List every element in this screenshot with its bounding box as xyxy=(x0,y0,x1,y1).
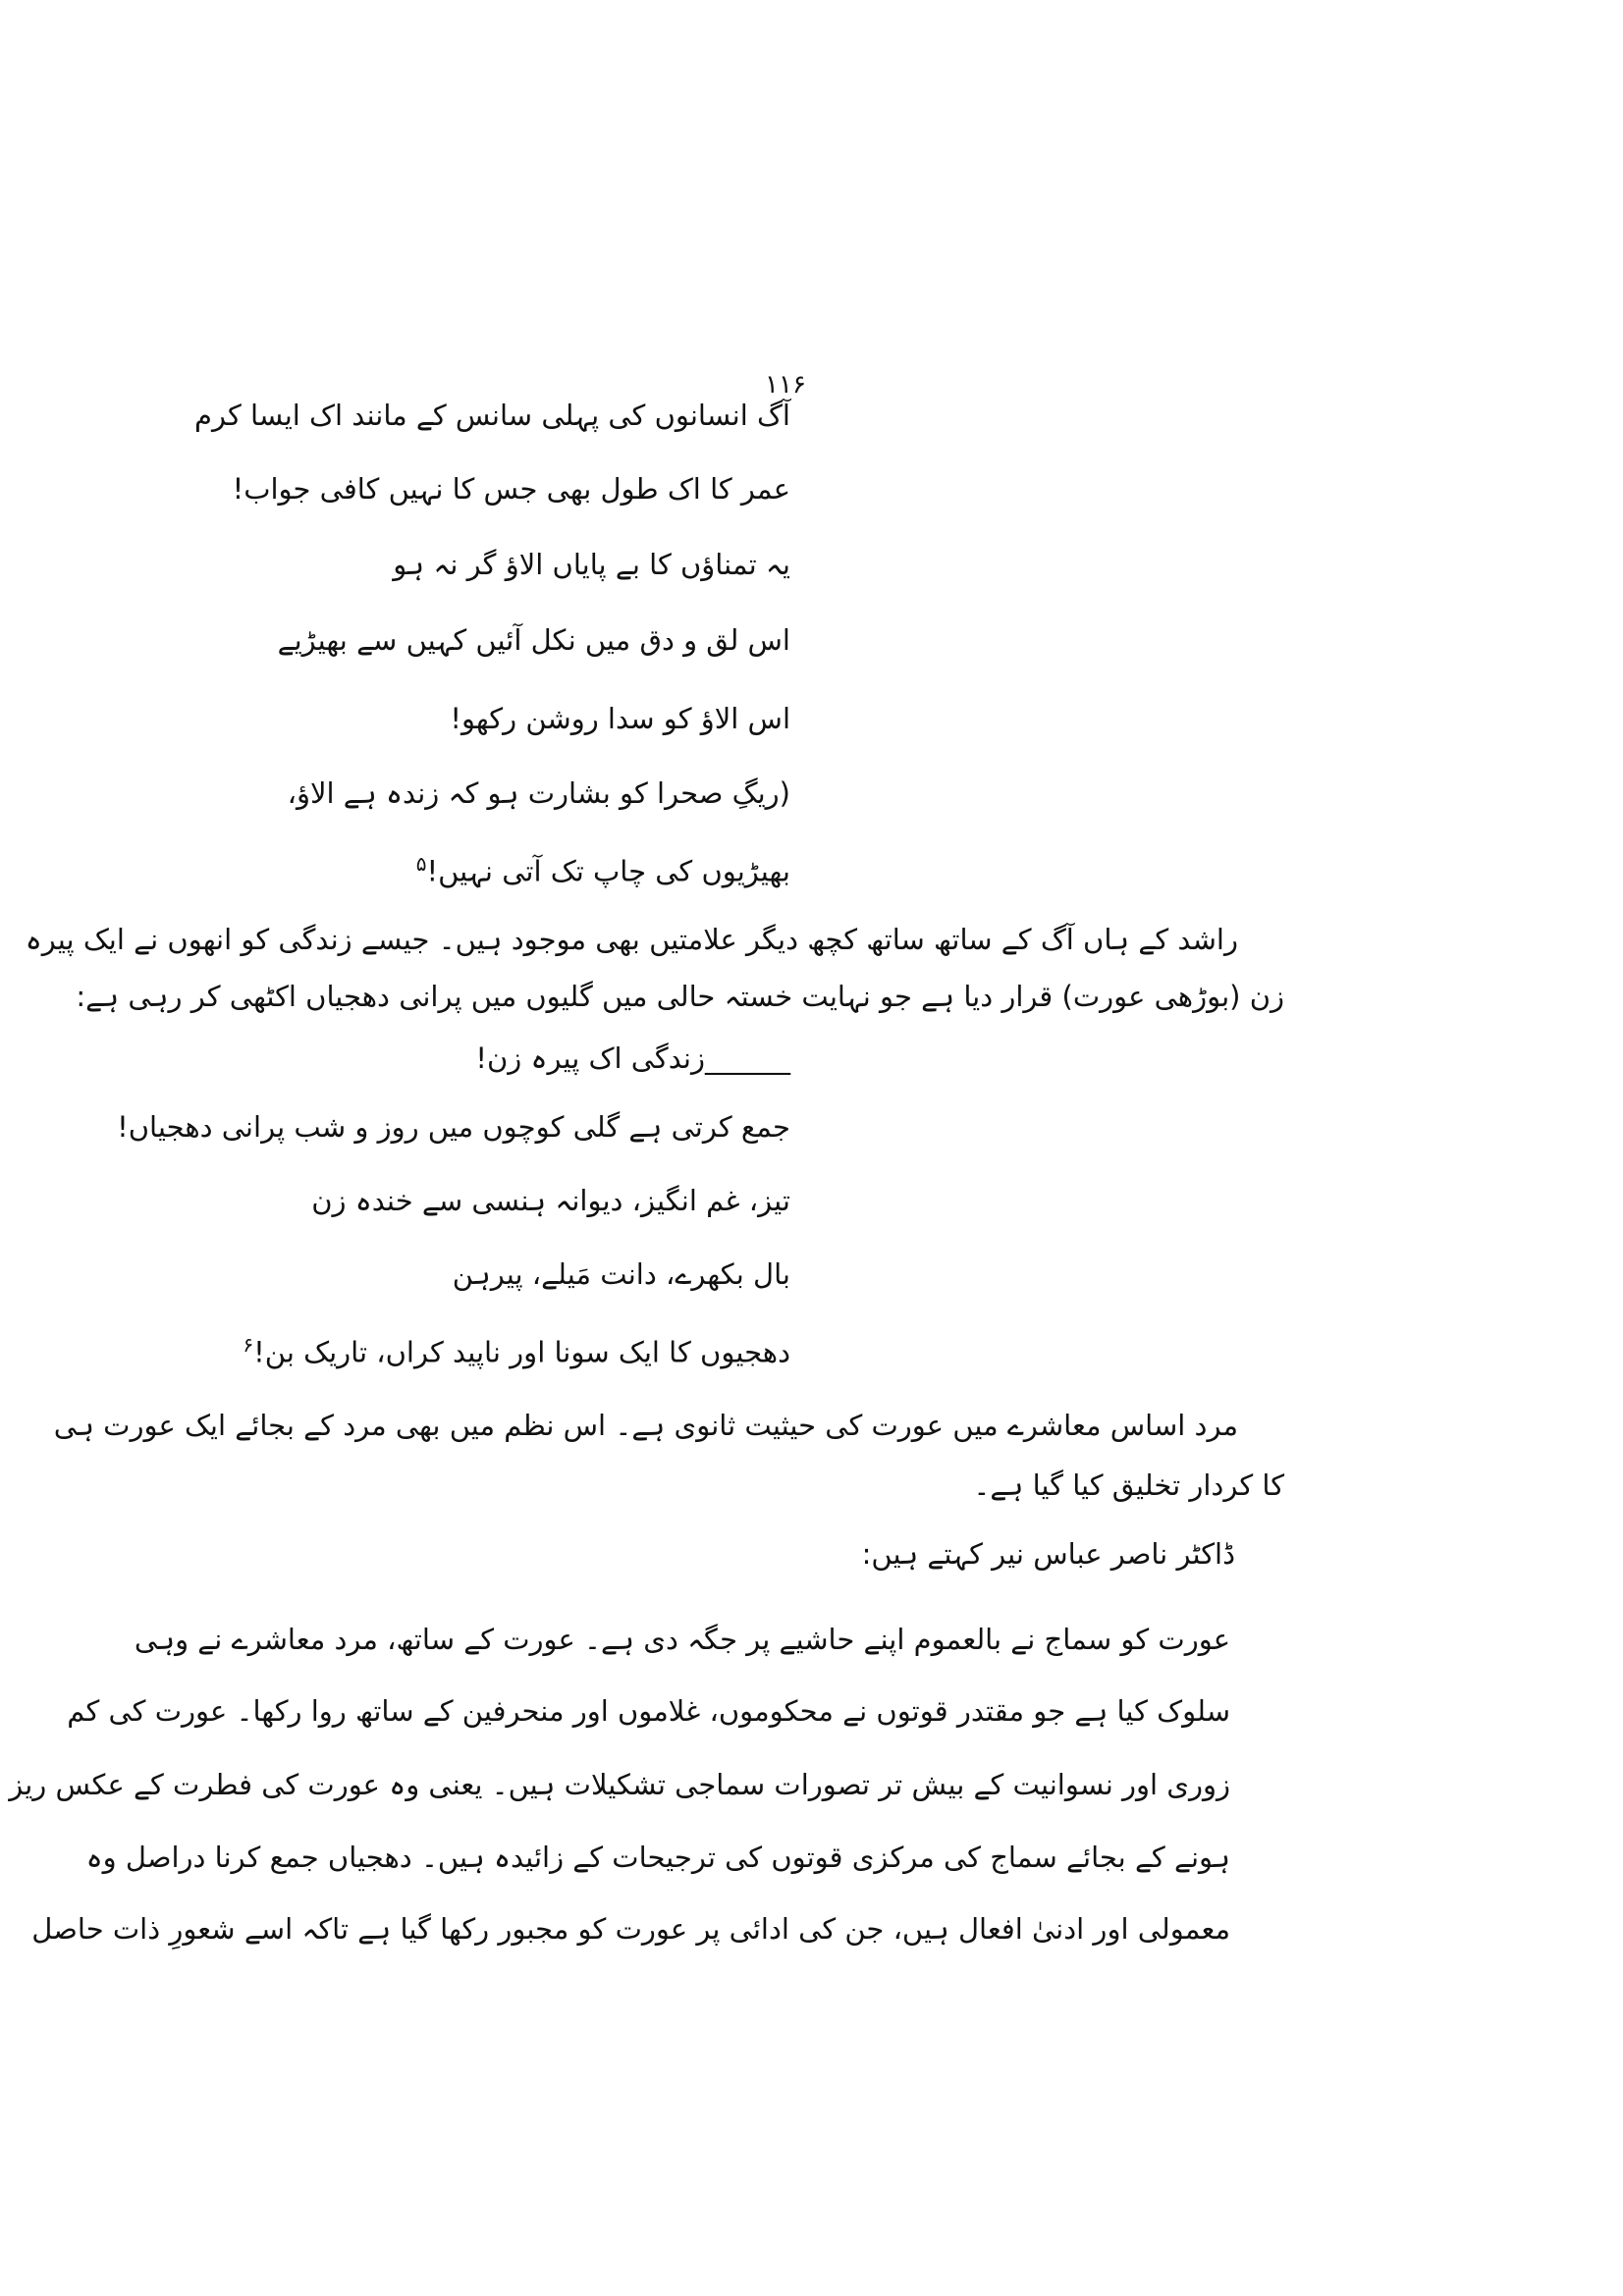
paragraph-line: مرد اساس معاشرے میں عورت کی حیثیت ثانوی ہے۔ اس نظم میں بھی مرد کے بجائے ایک عورت ہی xyxy=(53,1409,1238,1442)
page-number: ۱۱۶ xyxy=(765,370,806,400)
verse-line: اس الاؤ کو سدا روشن رکھو! xyxy=(450,702,790,735)
paragraph-line: کا کردار تخلیق کیا گیا ہے۔ xyxy=(973,1468,1284,1502)
quote-intro: ڈاکٹر ناصر عباس نیر کہتے ہیں: xyxy=(861,1537,1235,1571)
verse-line: بال بکھرے، دانت مَیلے، پیرہن xyxy=(452,1257,790,1291)
paragraph-line: راشد کے ہاں آگ کے ساتھ ساتھ کچھ دیگر علامتیں بھی موجود ہیں۔ جیسے زندگی کو انھوں نے ایک پیرہ xyxy=(25,923,1238,956)
verse-line: آگ انسانوں کی پہلی سانس کے مانند اک ایسا کرم xyxy=(194,399,790,432)
quote-line: زوری اور نسوانیت کے بیش تر تصورات سماجی تشکیلات ہیں۔ یعنی وہ عورت کی فطرت کے عکس ریز xyxy=(9,1768,1230,1801)
footnote-reference: ۶ xyxy=(243,1333,254,1357)
verse-line: اس لق و دق میں نکل آئیں کہیں سے بھیڑیے xyxy=(277,623,790,657)
quote-line: عورت کو سماج نے بالعموم اپنے حاشیے پر جگہ دی ہے۔ عورت کے ساتھ، مرد معاشرے نے وہی xyxy=(134,1623,1230,1656)
verse-line: یہ تمناؤں کا بے پایاں الاؤ گر نہ ہو xyxy=(393,548,790,581)
quote-line: سلوک کیا ہے جو مقتدر قوتوں نے محکوموں، غلاموں اور منحرفین کے ساتھ روا رکھا۔ عورت کی کم xyxy=(67,1694,1230,1728)
verse-line: ______زندگی اک پیرہ زن! xyxy=(475,1041,790,1075)
verse-line: تیز، غم انگیز، دیوانہ ہنسی سے خندہ زن xyxy=(311,1184,790,1217)
quote-line: ہونے کے بجائے سماج کی مرکزی قوتوں کی ترجیحات کے زائیدہ ہیں۔ دھجیاں جمع کرنا دراصل وہ xyxy=(85,1841,1230,1874)
footnote-reference: ۵ xyxy=(415,852,427,876)
verse-line: عمر کا اک طول بھی جس کا نہیں کافی جواب! xyxy=(232,472,790,506)
verse-text: دھجیوں کا ایک سونا اور ناپید کراں، تاریک بن! xyxy=(253,1335,790,1369)
verse-line: جمع کرتی ہے گلی کوچوں میں روز و شب پرانی دھجیاں! xyxy=(117,1110,790,1144)
verse-text: بھیڑیوں کی چاپ تک آتی نہیں! xyxy=(426,854,790,888)
paragraph-line: زن (بوڑھی عورت) قرار دیا ہے جو نہایت خستہ حالی میں گلیوں میں پرانی دھجیاں اکٹھی کر رہی ہے: xyxy=(76,980,1284,1013)
verse-line-with-footnote xyxy=(416,844,790,891)
quote-line: معمولی اور ادنیٰ افعال ہیں، جن کی ادائی پر عورت کو مجبور رکھا گیا ہے تاکہ اسے شعورِ ذات حاصل xyxy=(31,1912,1230,1946)
verse-line: (ریگِ صحرا کو بشارت ہو کہ زندہ ہے الاؤ، xyxy=(287,776,790,810)
verse-line-with-footnote xyxy=(243,1325,790,1372)
